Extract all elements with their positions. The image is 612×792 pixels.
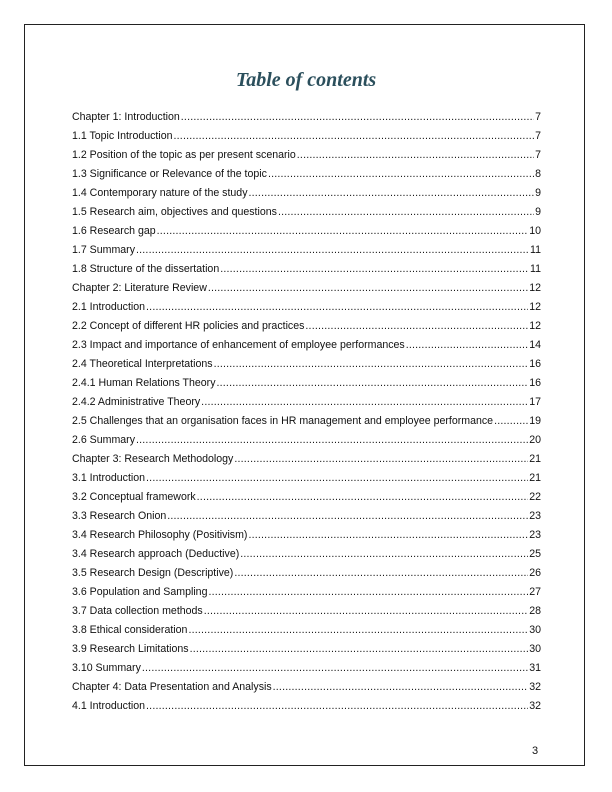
toc-entry-label: 3.4 Research Philosophy (Positivism) <box>72 529 248 541</box>
leader-dots <box>214 358 529 370</box>
toc-entry-label: 2.6 Summary <box>72 434 135 446</box>
toc-entry-label: 1.7 Summary <box>72 244 135 256</box>
toc-entry[interactable] <box>72 111 541 130</box>
leader-dots <box>305 320 528 332</box>
leader-dots <box>406 339 528 351</box>
toc-entry-label: 2.4.2 Administrative Theory <box>72 396 201 408</box>
toc-entry-page: 7 <box>535 111 541 123</box>
leader-dots <box>297 149 534 161</box>
toc-entry-label: Chapter 3: Research Methodology <box>72 453 234 465</box>
toc-entry-label: Chapter 1: Introduction <box>72 111 180 123</box>
toc-entry[interactable] <box>72 358 541 377</box>
leader-dots <box>201 396 528 408</box>
toc-entry[interactable] <box>72 567 541 586</box>
toc-entry[interactable] <box>72 491 541 510</box>
toc-entry-label: 2.4 Theoretical Interpretations <box>72 358 213 370</box>
toc-entry-label: 2.2 Concept of different HR policies and practices <box>72 320 305 332</box>
toc-entry-page: 8 <box>535 168 541 180</box>
toc-entry-page: 32 <box>529 700 541 712</box>
toc-entry-label: 2.3 Impact and importance of enhancement of employee performances <box>72 339 405 351</box>
toc-entry-label: 3.9 Research Limitations <box>72 643 189 655</box>
toc-entry[interactable] <box>72 320 541 339</box>
toc-list <box>72 111 541 719</box>
leader-dots <box>167 510 528 522</box>
leader-dots <box>208 586 528 598</box>
toc-entry-page: 11 <box>530 263 541 275</box>
toc-entry-page: 28 <box>529 605 541 617</box>
toc-entry-page: 14 <box>529 339 541 351</box>
toc-entry-page: 9 <box>535 206 541 218</box>
toc-entry-page: 7 <box>535 130 541 142</box>
toc-entry-page: 19 <box>529 415 541 427</box>
toc-entry[interactable] <box>72 605 541 624</box>
toc-entry[interactable] <box>72 168 541 187</box>
toc-entry[interactable] <box>72 681 541 700</box>
toc-entry-page: 10 <box>529 225 541 237</box>
toc-entry-label: 1.1 Topic Introduction <box>72 130 173 142</box>
toc-entry[interactable] <box>72 529 541 548</box>
toc-entry[interactable] <box>72 662 541 681</box>
toc-entry-page: 17 <box>529 396 541 408</box>
leader-dots <box>197 491 529 503</box>
toc-entry-label: 1.2 Position of the topic as per present scenario <box>72 149 296 161</box>
toc-entry[interactable] <box>72 225 541 244</box>
toc-entry-label: 1.6 Research gap <box>72 225 156 237</box>
toc-entry-page: 20 <box>529 434 541 446</box>
leader-dots <box>249 187 535 199</box>
toc-entry-label: 3.8 Ethical consideration <box>72 624 188 636</box>
toc-entry[interactable] <box>72 149 541 168</box>
toc-entry-page: 16 <box>529 358 541 370</box>
toc-entry[interactable] <box>72 396 541 415</box>
toc-entry-label: 3.2 Conceptual framework <box>72 491 196 503</box>
leader-dots <box>188 624 528 636</box>
toc-entry-page: 12 <box>529 320 541 332</box>
toc-entry-page: 26 <box>529 567 541 579</box>
toc-entry[interactable] <box>72 130 541 149</box>
toc-entry[interactable] <box>72 282 541 301</box>
leader-dots <box>208 282 528 294</box>
toc-entry[interactable] <box>72 415 541 434</box>
page-number: 3 <box>532 745 539 757</box>
toc-entry[interactable] <box>72 472 541 491</box>
toc-entry[interactable] <box>72 586 541 605</box>
toc-entry-label: 1.8 Structure of the dissertation <box>72 263 220 275</box>
toc-entry-label: 2.5 Challenges that an organisation faces in HR management and employee performance <box>72 415 494 427</box>
toc-entry-label: 1.3 Significance or Relevance of the topic <box>72 168 267 180</box>
leader-dots <box>234 453 528 465</box>
toc-entry[interactable] <box>72 377 541 396</box>
toc-entry-label: 2.4.1 Human Relations Theory <box>72 377 216 389</box>
toc-entry[interactable] <box>72 453 541 472</box>
toc-entry[interactable] <box>72 643 541 662</box>
toc-entry[interactable] <box>72 206 541 225</box>
leader-dots <box>146 472 528 484</box>
toc-entry-page: 25 <box>529 548 541 560</box>
leader-dots <box>142 662 528 674</box>
toc-entry-page: 16 <box>529 377 541 389</box>
toc-entry-page: 30 <box>529 624 541 636</box>
toc-entry[interactable] <box>72 339 541 358</box>
toc-entry-label: Chapter 4: Data Presentation and Analysis <box>72 681 272 693</box>
toc-title: Table of contents <box>235 69 377 91</box>
toc-entry-label: 3.7 Data collection methods <box>72 605 203 617</box>
toc-entry-page: 23 <box>529 510 541 522</box>
toc-entry[interactable] <box>72 187 541 206</box>
leader-dots <box>248 529 528 541</box>
leader-dots <box>157 225 529 237</box>
leader-dots <box>190 643 529 655</box>
leader-dots <box>240 548 528 560</box>
leader-dots <box>136 434 528 446</box>
toc-entry[interactable] <box>72 263 541 282</box>
toc-entry-label: 3.4 Research approach (Deductive) <box>72 548 240 560</box>
toc-entry-label: 2.1 Introduction <box>72 301 146 313</box>
toc-entry-label: 3.10 Summary <box>72 662 141 674</box>
leader-dots <box>494 415 528 427</box>
toc-entry-label: 4.1 Introduction <box>72 700 146 712</box>
leader-dots <box>146 301 528 313</box>
toc-entry-page: 21 <box>529 453 541 465</box>
leader-dots <box>174 130 535 142</box>
toc-entry-page: 21 <box>529 472 541 484</box>
leader-dots <box>278 206 534 218</box>
toc-entry-label: 3.6 Population and Sampling <box>72 586 208 598</box>
leader-dots <box>273 681 529 693</box>
toc-entry-page: 32 <box>529 681 541 693</box>
toc-entry-page: 27 <box>529 586 541 598</box>
toc-entry[interactable] <box>72 244 541 263</box>
toc-entry[interactable] <box>72 700 541 719</box>
toc-entry-label: 1.4 Contemporary nature of the study <box>72 187 248 199</box>
leader-dots <box>181 111 534 123</box>
toc-entry-page: 30 <box>529 643 541 655</box>
leader-dots <box>217 377 529 389</box>
toc-entry-label: 3.3 Research Onion <box>72 510 167 522</box>
toc-entry-page: 11 <box>530 244 541 256</box>
toc-entry-label: 3.5 Research Design (Descriptive) <box>72 567 234 579</box>
toc-entry[interactable] <box>72 434 541 453</box>
leader-dots <box>268 168 534 180</box>
toc-entry-label: Chapter 2: Literature Review <box>72 282 207 294</box>
leader-dots <box>220 263 529 275</box>
leader-dots <box>204 605 528 617</box>
toc-entry-label: 1.5 Research aim, objectives and questions <box>72 206 277 218</box>
toc-entry-page: 7 <box>535 149 541 161</box>
toc-entry-page: 12 <box>529 282 541 294</box>
leader-dots <box>234 567 528 579</box>
toc-entry-page: 31 <box>529 662 541 674</box>
toc-entry[interactable] <box>72 624 541 643</box>
leader-dots <box>146 700 528 712</box>
toc-entry-page: 12 <box>529 301 541 313</box>
leader-dots <box>136 244 529 256</box>
toc-entry-label: 3.1 Introduction <box>72 472 146 484</box>
toc-entry-page: 23 <box>529 529 541 541</box>
toc-entry[interactable] <box>72 301 541 320</box>
toc-entry[interactable] <box>72 510 541 529</box>
toc-entry[interactable] <box>72 548 541 567</box>
toc-entry-page: 22 <box>529 491 541 503</box>
toc-entry-page: 9 <box>535 187 541 199</box>
